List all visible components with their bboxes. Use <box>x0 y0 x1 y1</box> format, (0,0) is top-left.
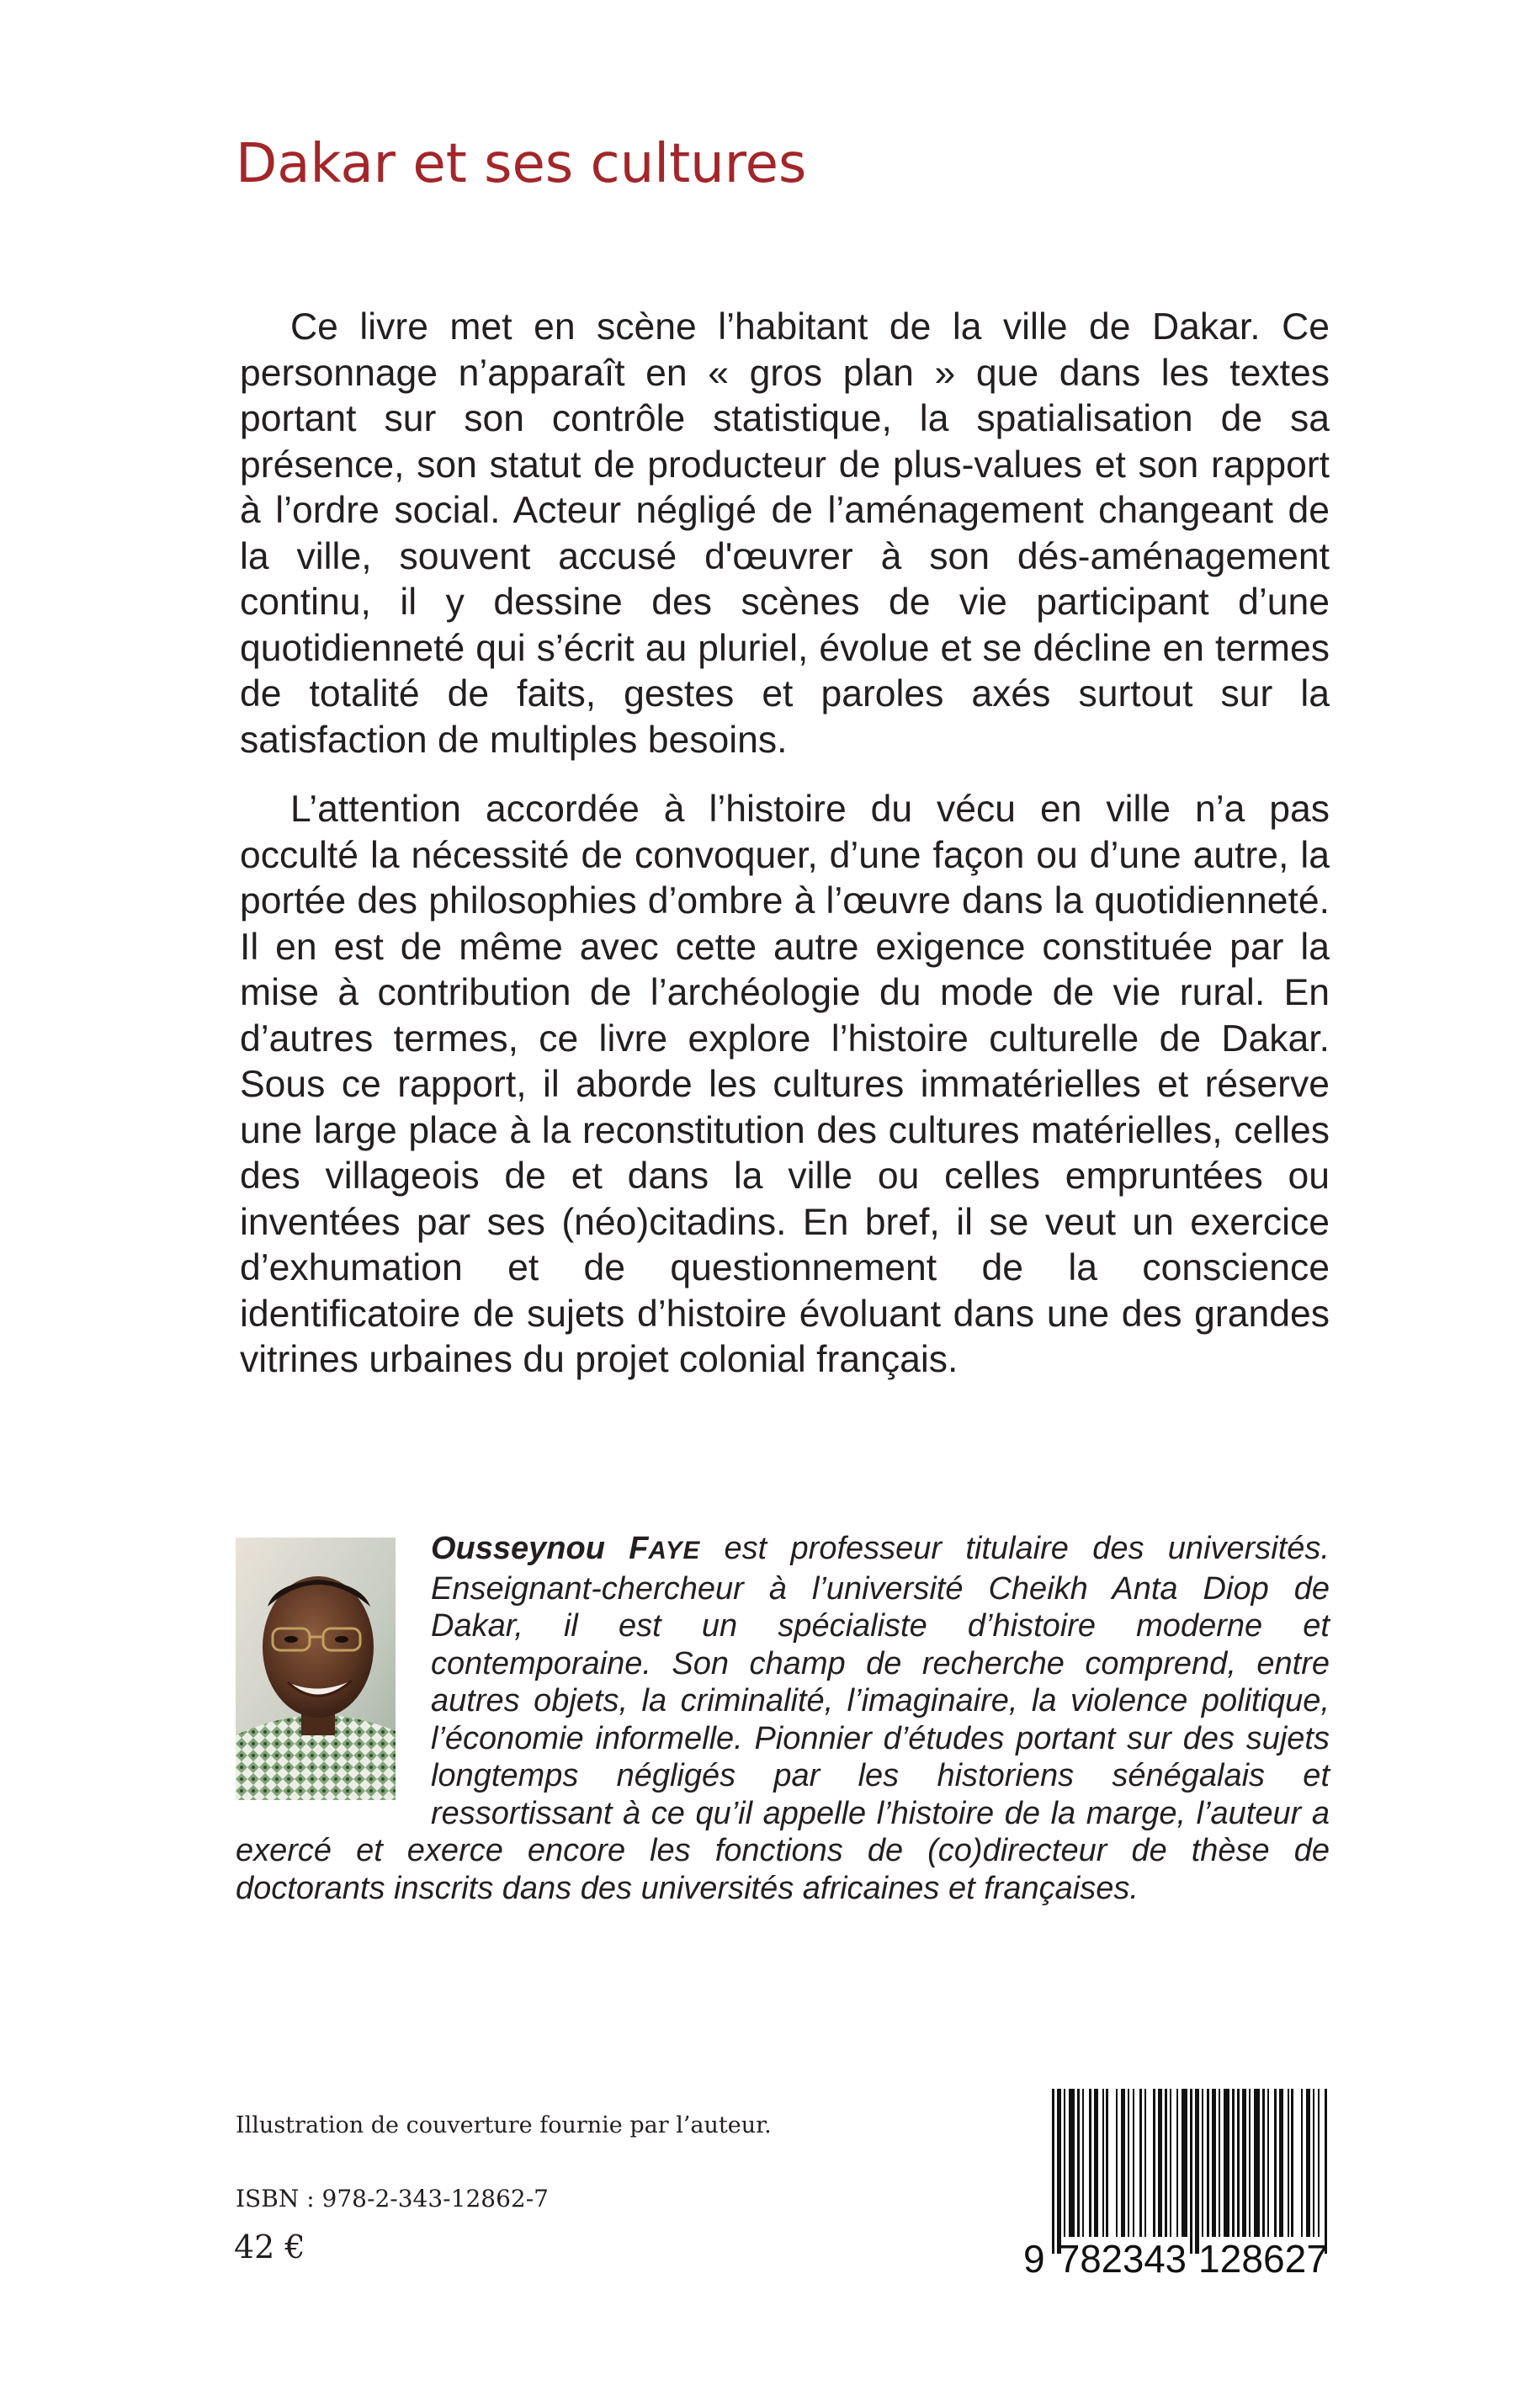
barcode-bar <box>1116 2089 1118 2237</box>
barcode-bar <box>1052 2089 1054 2254</box>
summary-paragraph-2: L’attention accordée à l’histoire du vécu en ville n’a pas occulté la nécessité de convoquer, d’une façon ou d’une autre, la portée des philosophies d’ombre à l’œuvre dans la quotidienneté. Il en est de même avec cette autre exigence constituée par la mise à contribution de l’archéologie du mode de vie rural. En d’autres termes, ce livre explore l’histoire culturelle de Dakar. Sous ce rapport, il aborde les cultures immatérielles et réserve une large place à la reconstitution des cultures matérielles, celles des villageois de et dans la ville ou celles empruntées ou inventées par ses (néo)citadins. En bref, il se veut un exercice d’exhumation et de questionnement de la conscience identificatoire de sujets d’histoire évoluant dans une des grandes vitrines urbaines du projet colonial français. <box>240 789 1330 1380</box>
author-surname-rest: AYE <box>648 1537 701 1564</box>
barcode-left-digits: 782343 <box>1059 2237 1187 2277</box>
barcode-bar <box>1057 2089 1061 2254</box>
barcode-bar <box>1232 2089 1235 2237</box>
barcode-bar <box>1313 2089 1314 2237</box>
barcode-bar <box>1274 2089 1277 2237</box>
author-surname-initial: F <box>629 1531 649 1566</box>
author-name <box>431 1531 700 1566</box>
barcode-bar <box>1133 2089 1134 2237</box>
barcode-bar <box>1318 2089 1320 2237</box>
barcode-bar <box>1325 2089 1327 2254</box>
cover-illustration-credit: Illustration de couverture fournie par l’auteur. <box>236 2112 772 2138</box>
barcode-bar <box>1158 2089 1162 2237</box>
book-summary <box>240 305 1330 1384</box>
barcode-bar <box>1207 2089 1209 2237</box>
author-portrait-image <box>236 1538 396 1800</box>
price: 42 € <box>234 2228 305 2265</box>
isbn: ISBN : 978-2-343-12862-7 <box>236 2185 549 2212</box>
barcode-bar <box>1082 2089 1084 2237</box>
barcode-bar <box>1139 2089 1142 2237</box>
barcode-bar <box>1144 2089 1146 2237</box>
barcode-bar <box>1267 2089 1269 2237</box>
barcode-bar <box>1291 2089 1293 2237</box>
barcode-bar <box>1242 2089 1246 2237</box>
barcode-bar <box>1106 2089 1108 2237</box>
barcode-bar <box>1279 2089 1283 2237</box>
barcode-bar <box>1170 2089 1171 2237</box>
author-bio <box>236 1530 1330 1907</box>
author-photo <box>236 1538 396 1800</box>
barcode-bar <box>1128 2089 1129 2237</box>
book-title: Dakar et ses cultures <box>236 133 807 195</box>
barcode-bar <box>1306 2089 1310 2237</box>
barcode-bar <box>1077 2089 1080 2237</box>
barcode-bar <box>1102 2089 1104 2237</box>
barcode-bar <box>1190 2089 1192 2254</box>
barcode-bar <box>1288 2089 1289 2237</box>
barcode-bar <box>1254 2089 1260 2237</box>
barcode-bar <box>1301 2089 1303 2237</box>
barcode-bar <box>1069 2089 1075 2237</box>
barcode <box>1018 2085 1338 2277</box>
barcode-bar <box>1089 2089 1091 2237</box>
author-bio-text: est professeur titulaire des universités. Enseignant-chercheur à l’université Cheikh Anta Diop de Dakar, il est un spécialiste d’histoire moderne et contemporaine. Son champ de recherche comprend, entre autres objets, la criminalité, l’imaginaire, la violence politique, l’économie informelle. Pionnier d’études portant sur des sujets longtemps négligés par les historiens sénégalais et ressortissant à ce qu’il appelle l’histoire de la marge, l’auteur a exercé et exerce encore les fonctions de (co)directeur de thèse de doctorants inscrits dans des universités africaines et françaises. <box>236 1531 1330 1906</box>
barcode-bar <box>1094 2089 1098 2237</box>
barcode-bar <box>1182 2089 1187 2237</box>
barcode-bar <box>1153 2089 1155 2237</box>
summary-paragraph-1: Ce livre met en scène l’habitant de la ville de Dakar. Ce personnage n’apparaît en « gros plan » que dans les textes portant sur son contrôle statistique, la spatialisation de sa présence, son statut de producteur de plus-values et son rapport à l’ordre social. Acteur négligé de l’aménagement changeant de la ville, souvent accusé d'œuvrer à son dés-aménagement continu, il y dessine des scènes de vie participant d’une quotidienneté qui s’écrit au pluriel, évolue et se décline en termes de totalité de faits, gestes et paroles axés surtout sur la satisfaction de multiples besoins. <box>240 306 1330 761</box>
barcode-bar <box>1224 2089 1229 2237</box>
barcode-bar <box>1212 2089 1216 2237</box>
barcode-bar <box>1219 2089 1220 2237</box>
barcode-bar <box>1237 2089 1240 2237</box>
author-first-name: Ousseynou <box>431 1531 605 1566</box>
barcode-bar <box>1176 2089 1178 2237</box>
barcode-lead-digit: 9 <box>1023 2237 1045 2277</box>
barcode-graphic <box>1018 2085 1338 2277</box>
barcode-bar <box>1165 2089 1167 2237</box>
barcode-bar <box>1249 2089 1251 2237</box>
barcode-bar <box>1121 2089 1125 2237</box>
barcode-bar <box>1262 2089 1265 2237</box>
barcode-bar <box>1064 2089 1065 2237</box>
barcode-right-digits: 128627 <box>1198 2237 1328 2277</box>
barcode-bar <box>1202 2089 1203 2237</box>
barcode-bar <box>1195 2089 1199 2254</box>
